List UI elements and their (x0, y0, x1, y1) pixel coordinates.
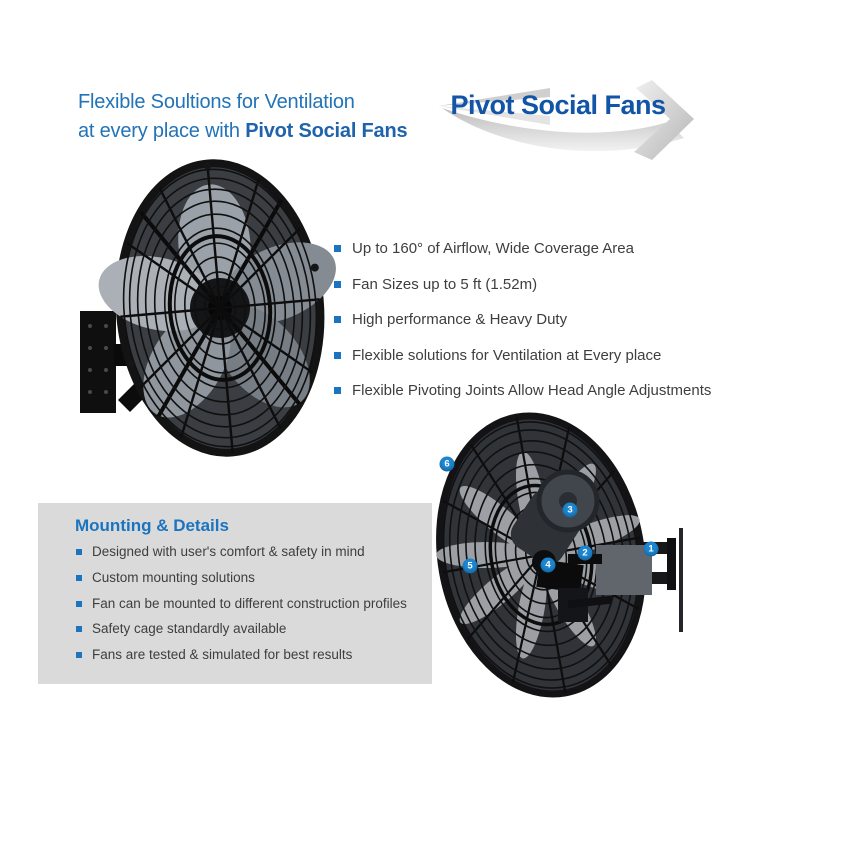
feature-text: Flexible Pivoting Joints Allow Head Angle Adjustments (352, 382, 712, 399)
callout-badge-6: 6 (440, 457, 455, 472)
list-item (334, 276, 754, 312)
callout-badge-4: 4 (541, 558, 556, 573)
page-title (78, 88, 438, 146)
panel-heading: Mounting & Details (75, 516, 229, 535)
list-item (76, 621, 424, 647)
list-item (76, 544, 424, 570)
mounting-list (76, 544, 424, 673)
title-line-2-brand: Pivot Social Fans (245, 120, 408, 142)
list-item (334, 240, 754, 276)
list-item (334, 347, 754, 383)
feature-text: Up to 160° of Airflow, Wide Coverage Area (352, 240, 634, 257)
square-bullet-icon (76, 601, 82, 607)
square-bullet-icon (334, 245, 341, 252)
list-item (76, 647, 424, 673)
square-bullet-icon (76, 575, 82, 581)
square-bullet-icon (76, 626, 82, 632)
list-item (334, 311, 754, 347)
mounting-text: Custom mounting solutions (92, 569, 255, 585)
square-bullet-icon (334, 387, 341, 394)
square-bullet-icon (334, 316, 341, 323)
feature-text: Fan Sizes up to 5 ft (1.52m) (352, 275, 538, 293)
square-bullet-icon (334, 352, 341, 359)
feature-text: Flexible solutions for Ventilation at Every place (352, 346, 662, 364)
callout-badge-3: 3 (563, 503, 578, 518)
feature-list (334, 240, 754, 418)
callout-badge-5: 5 (463, 559, 478, 574)
title-line-2-prefix: at every place with (78, 120, 246, 142)
wall-mounted-fan-photo (68, 156, 348, 464)
title-line-1: Flexible Soultions for Ventilation (78, 91, 355, 113)
callout-badge-1: 1 (644, 542, 659, 557)
square-bullet-icon (76, 549, 82, 555)
mounting-text: Designed with user's comfort & safety in mind (92, 544, 365, 559)
mounting-details-panel (38, 503, 432, 684)
fan-parts-diagram (418, 402, 798, 720)
mounting-text: Fan can be mounted to different construction profiles (92, 595, 407, 611)
brand-ribbon (432, 76, 712, 168)
ribbon-brand-title: Pivot Social Fans (450, 90, 666, 120)
callout-badge-2: 2 (578, 546, 593, 561)
list-item (76, 570, 424, 596)
feature-text: High performance & Heavy Duty (352, 311, 568, 328)
list-item (76, 596, 424, 622)
square-bullet-icon (76, 652, 82, 658)
mounting-text: Fans are tested & simulated for best results (92, 647, 353, 663)
square-bullet-icon (334, 281, 341, 288)
fan-cage-front (79, 156, 348, 464)
mounting-text: Safety cage standardly available (92, 621, 287, 637)
